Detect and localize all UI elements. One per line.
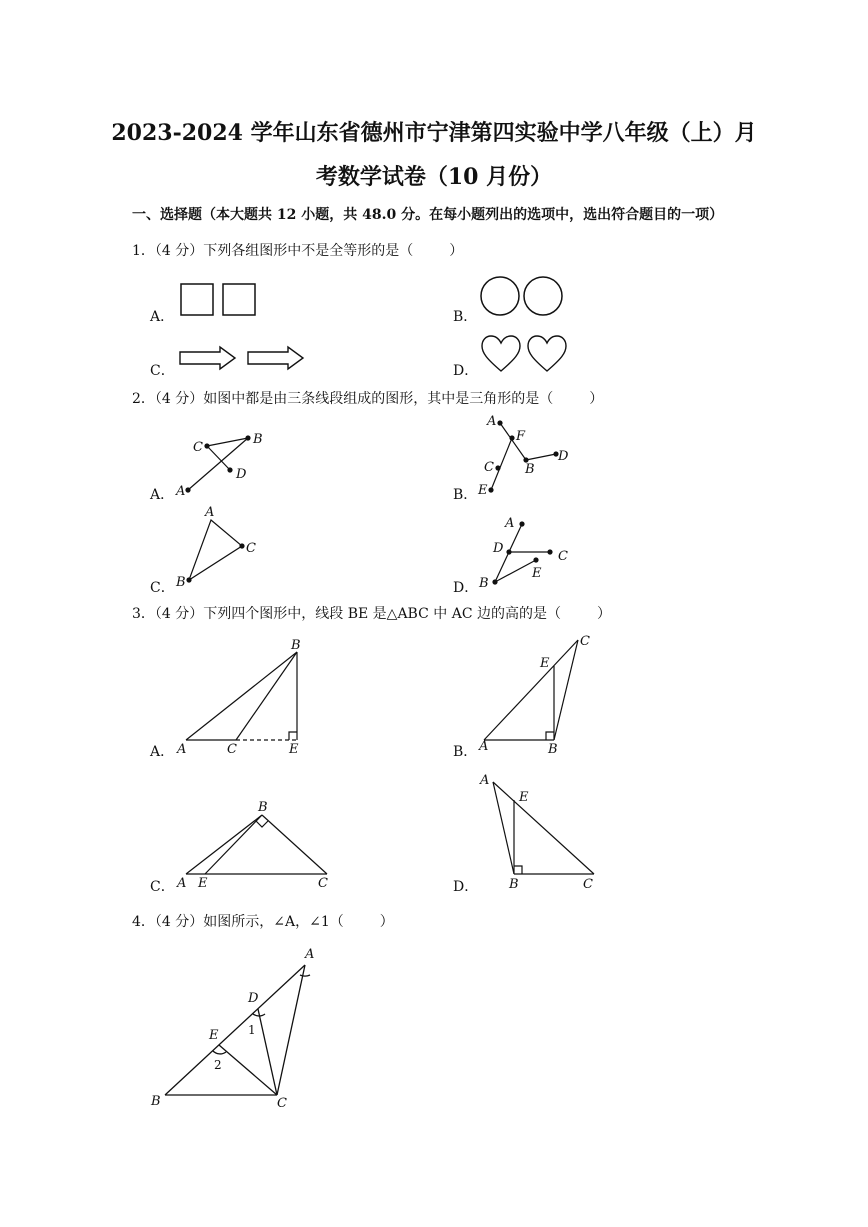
q3a-label-a: A [177,742,187,757]
q1-option-a-label[interactable]: A． [150,309,175,325]
q2d-label-c: C [558,549,568,564]
q1d-heart-1 [482,336,520,371]
q1b-circle-2 [524,277,562,315]
question-2-close: ） [589,391,604,407]
q3a-label-b: B [291,638,301,653]
q4-label-b: B [151,1094,161,1109]
q2-option-c-label[interactable]: C． [150,580,175,596]
q2a-label-b: B [253,432,263,447]
q1a-square-1 [181,284,213,315]
exam-title-line2: 考数学试卷（10 月份） [315,164,553,190]
q4-label-c: C [277,1096,287,1111]
q3c-label-b: B [258,800,268,815]
question-1-stem: 1．（4 分）下列各组图形中不是全等形的是（ [132,243,414,259]
q2b-label-d: D [558,449,569,464]
q2b-label-b: B [525,462,535,477]
q2-option-a-label[interactable]: A． [150,487,175,503]
q4-label-a: A [305,947,315,962]
q1c-arrow-2 [248,347,303,369]
exam-title-line1: 2023-2024 学年山东省德州市宁津第四实验中学八年级（上）月 [111,120,757,146]
q3a-label-c: C [227,742,237,757]
q1-option-d-label[interactable]: D． [453,363,479,379]
q2b-label-a: A [487,414,497,429]
q1-option-d-figure [480,335,572,375]
q1b-circle-1 [481,277,519,315]
q3-option-d-figure [476,768,606,896]
q4-label-d: D [248,991,259,1006]
q2-option-d-label[interactable]: D． [453,580,479,596]
question-2-text [132,388,603,408]
q3-option-a-label[interactable]: A． [150,744,175,760]
q3-option-c-label[interactable]: C． [150,879,175,895]
q2c-label-a: A [205,505,215,520]
q1-option-c-figure [178,344,308,374]
q3d-label-e: E [519,790,529,805]
q2b-label-f: F [516,429,526,444]
q2d-label-a: A [505,516,515,531]
q3b-label-e: E [540,656,550,671]
question-3-text [132,603,611,623]
q2d-label-d: D [493,541,504,556]
section-heading: 一、选择题（本大题共 12 小题，共 48.0 分。在每小题列出的选项中，选出符合题目的一项） [132,207,724,223]
q4-label-angle-1: 1 [248,1023,256,1037]
q2-option-b-label[interactable]: B． [453,487,478,503]
q2b-label-e: E [478,483,488,498]
question-1-text [132,240,463,260]
q1a-square-2 [223,284,255,315]
question-4-stem: 4．（4 分）如图所示，∠A，∠1（ [132,914,344,930]
q3b-label-b: B [548,742,558,757]
question-3-close: ） [596,606,611,622]
q2-option-c-figure [172,502,272,592]
q3d-label-c: C [583,877,593,892]
q2d-label-e: E [532,566,542,581]
q2c-label-b: B [176,575,186,590]
q2a-label-d: D [236,467,247,482]
q3c-label-e: E [198,876,208,891]
q2a-label-c: C [193,440,203,455]
q2-option-b-figure [474,410,584,498]
q3d-label-a: A [480,773,490,788]
q2a-label-a: A [176,484,186,499]
q2b-label-c: C [484,460,494,475]
q2c-label-c: C [246,541,256,556]
q2-option-d-figure [476,512,586,592]
question-4-close: ） [379,914,394,930]
q1-option-b-label[interactable]: B． [453,309,478,325]
q4-label-angle-2: 2 [214,1058,222,1072]
q4-label-e: E [209,1028,219,1043]
q3c-label-a: A [177,876,187,891]
q3c-label-c: C [318,876,328,891]
q3-option-c-figure [172,796,342,896]
q2d-label-b: B [479,576,489,591]
q1-option-b-figure [478,275,568,319]
q1c-arrow-1 [180,347,235,369]
q3d-label-b: B [509,877,519,892]
q1-option-c-label[interactable]: C． [150,363,175,379]
q1-option-a-figure [178,282,262,318]
q1d-heart-2 [528,336,566,371]
q3-option-d-label[interactable]: D． [453,879,479,895]
q2-option-a-figure [170,428,280,500]
q3-option-b-label[interactable]: B． [453,744,478,760]
question-4-text [132,911,394,931]
q3-option-b-figure [476,628,606,758]
q3b-label-a: A [479,739,489,754]
q3b-label-c: C [580,634,590,649]
q4-figure [140,938,340,1118]
q3a-label-e: E [289,742,299,757]
question-3-stem: 3．（4 分）下列四个图形中，线段 BE 是△ABC 中 AC 边的高的是（ [132,606,561,622]
question-2-stem: 2．（4 分）如图中都是由三条线段组成的图形，其中是三角形的是（ [132,391,554,407]
q3-option-a-figure [172,636,312,758]
question-1-close: ） [449,243,464,259]
